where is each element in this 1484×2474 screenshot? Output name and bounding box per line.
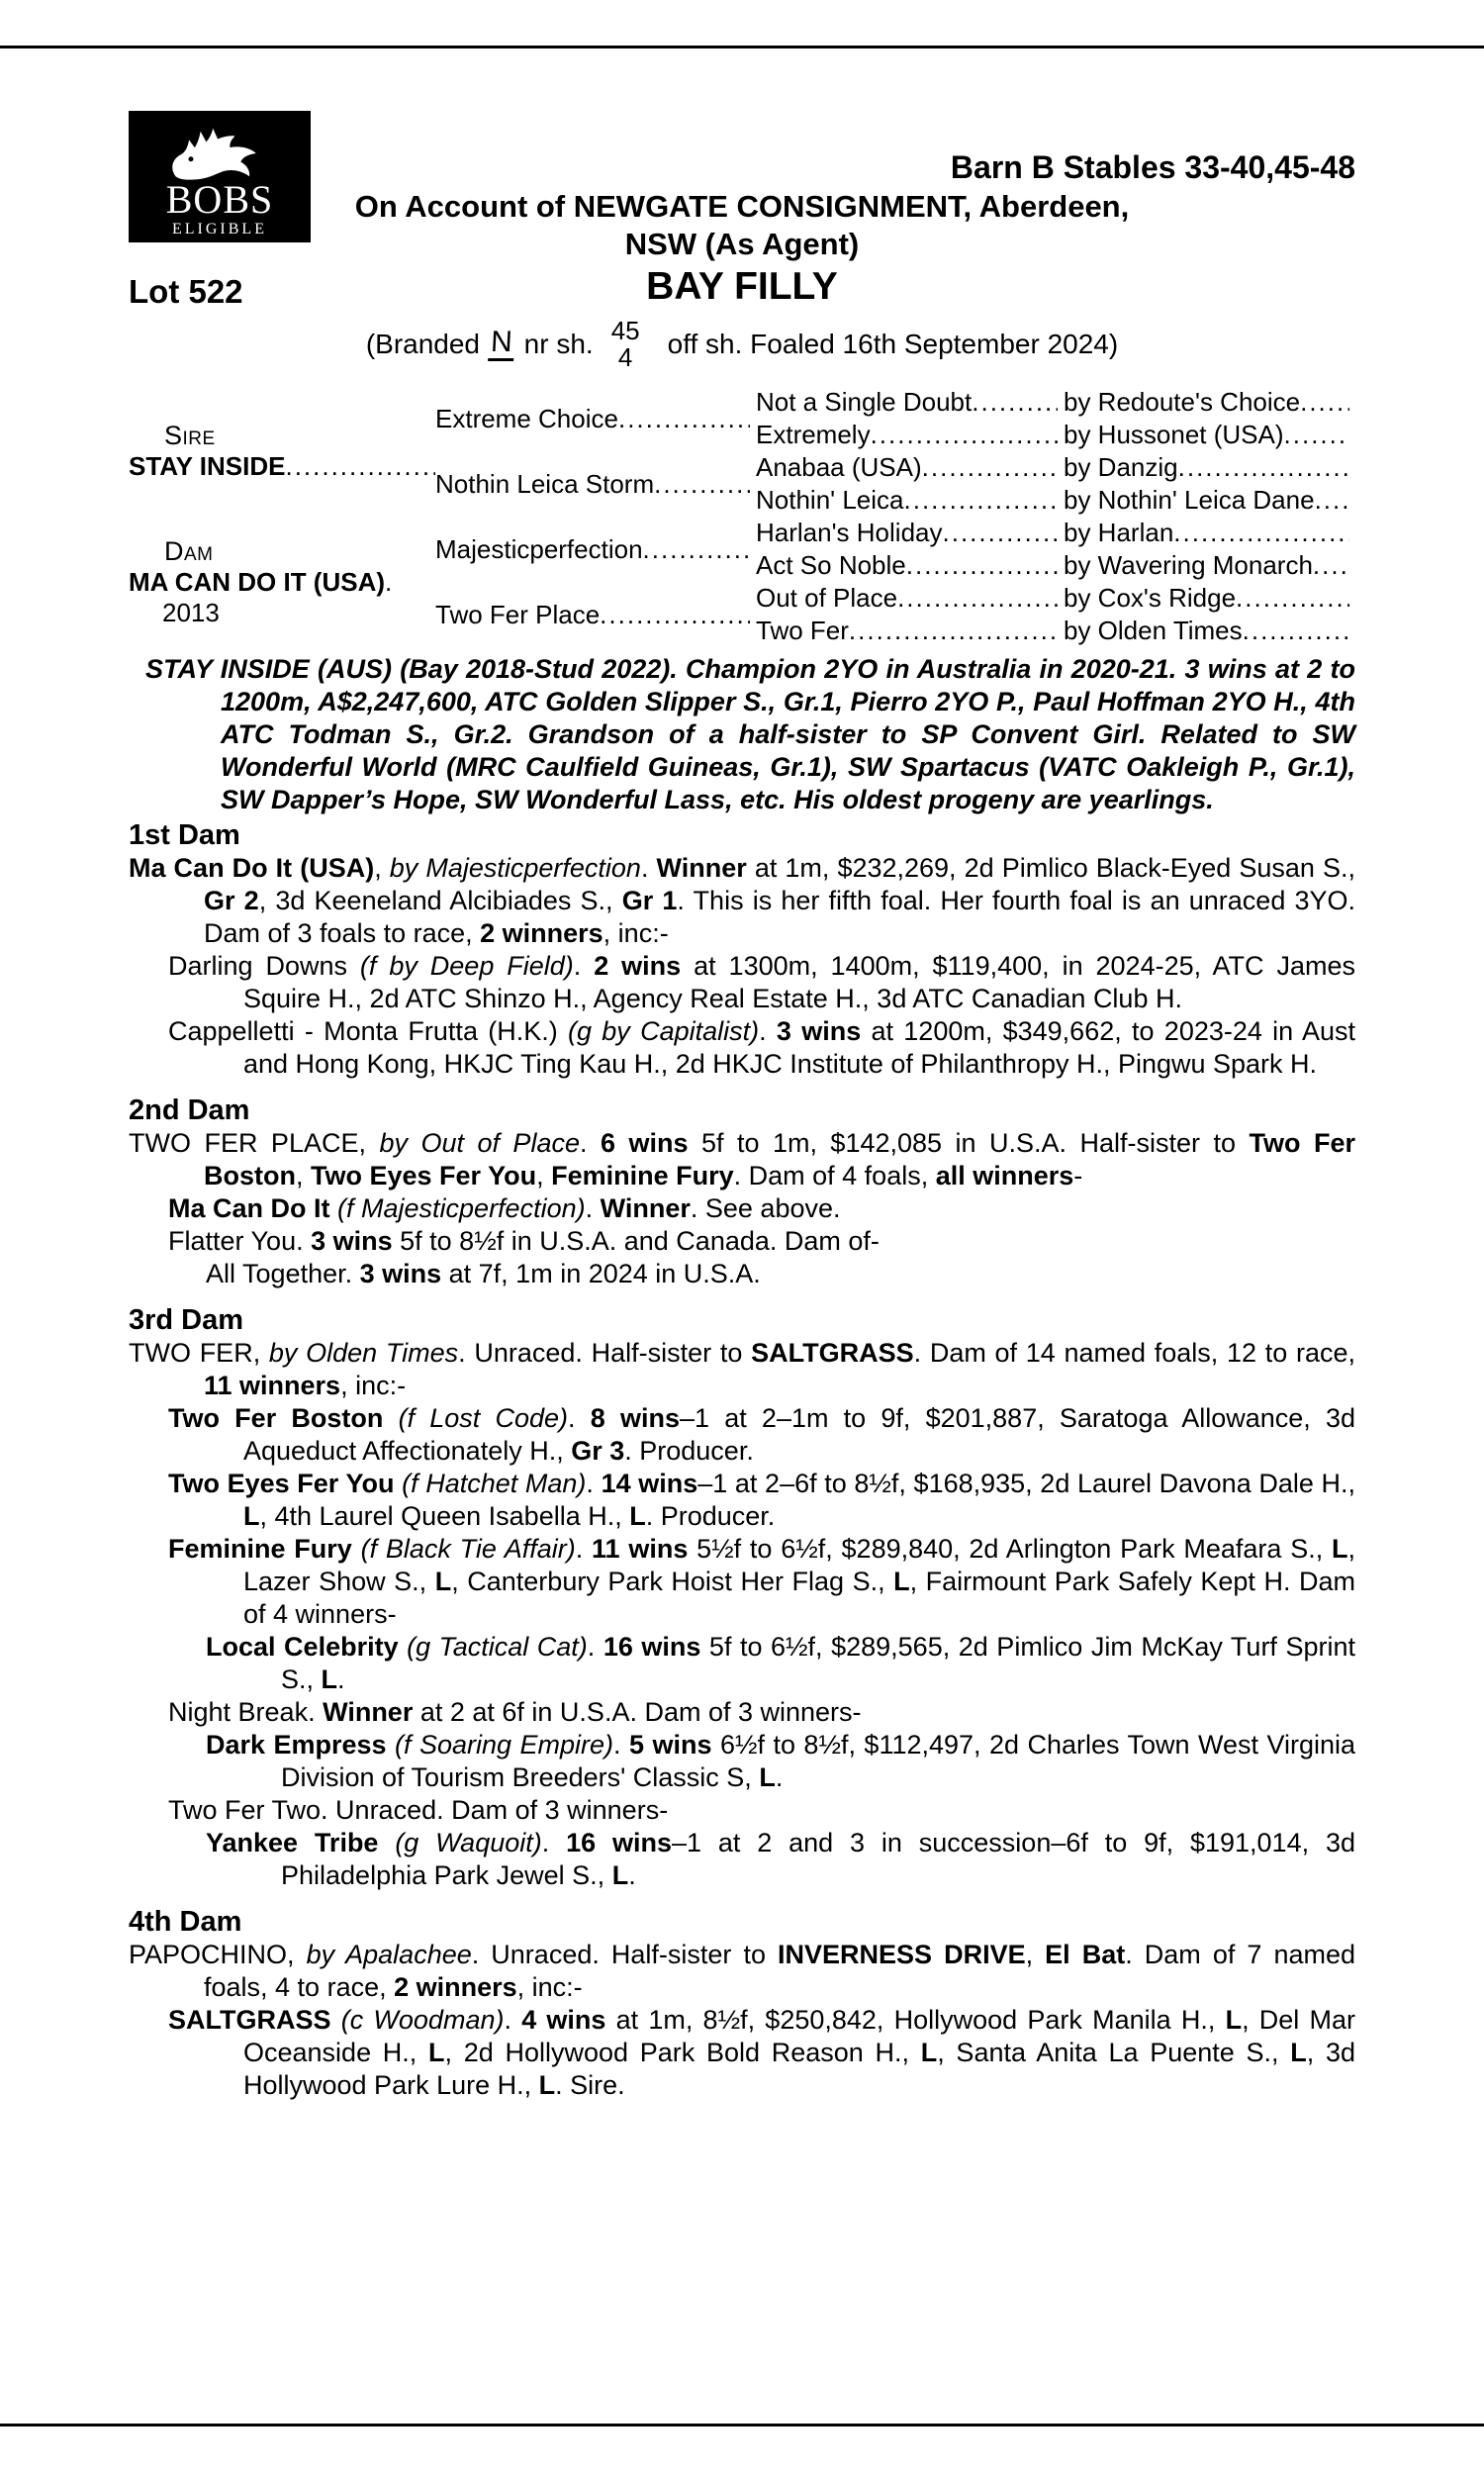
horse-name: Extreme Choice xyxy=(435,403,618,433)
gen3-horse xyxy=(756,484,1064,517)
text-segment: , Santa Anita La Puente S., xyxy=(937,2038,1291,2067)
sire-cell xyxy=(129,386,435,517)
horse-name: by Wavering Monarch xyxy=(1064,550,1313,580)
horse-name: by Olden Times xyxy=(1064,616,1243,645)
text-segment: . xyxy=(573,951,595,981)
gen4-sire xyxy=(1064,549,1355,582)
dot-leader xyxy=(600,600,750,630)
text-segment: , Fairmount Park Safely Kept H. Dam of 4 winners- xyxy=(243,1567,1355,1629)
text-segment: at 2 at 6f in U.S.A. Dam of 3 winners- xyxy=(413,1697,862,1727)
text-segment: Two Eyes Fer You xyxy=(168,1469,403,1498)
dam-name-period: . xyxy=(385,566,393,597)
text-segment: , xyxy=(374,853,390,883)
text-segment: 5½f to 6½f, $289,840, 2d Arlington Park Meafara S., xyxy=(688,1534,1332,1564)
sire-label: Sire xyxy=(164,421,216,450)
text-segment: . xyxy=(759,1016,777,1046)
text-segment: . xyxy=(613,1730,629,1760)
gen4-sire xyxy=(1064,386,1355,419)
text-segment: , xyxy=(295,1161,311,1190)
branded-prefix: (Branded xyxy=(365,329,480,359)
text-segment: SALTGRASS xyxy=(751,1338,914,1368)
dot-leader xyxy=(1236,583,1349,614)
pedigree-paragraph xyxy=(168,2004,1355,2102)
text-segment: L xyxy=(629,1501,646,1531)
text-segment: Night Break. xyxy=(168,1697,324,1727)
dot-leader xyxy=(643,534,750,565)
pedigree-paragraph xyxy=(168,1794,1355,1827)
text-segment: 2 wins xyxy=(594,951,682,981)
text-segment: . xyxy=(628,1860,636,1890)
horse-name: by Hussonet (USA) xyxy=(1064,420,1284,449)
text-segment: 5f to 1m, $142,085 in U.S.A. Half-sister to xyxy=(688,1128,1250,1158)
text-segment: . Dam of 4 foals, xyxy=(733,1161,936,1190)
text-segment: by Out of Place xyxy=(379,1128,580,1158)
horse-name: by Nothin' Leica Dane xyxy=(1064,485,1315,515)
text-segment: , xyxy=(536,1161,552,1190)
text-segment: –1 at 2 and 3 in succession–6f to 9f, $191,014, 3d Philadelphia Park Jewel S., xyxy=(281,1828,1355,1890)
gen4-sire xyxy=(1064,451,1355,484)
text-segment: . xyxy=(775,1762,784,1792)
text-segment: Feminine Fury xyxy=(168,1534,361,1564)
text-segment: 2 winners xyxy=(394,1972,517,2002)
dot-leader xyxy=(906,550,1058,581)
text-segment: Dark Empress xyxy=(206,1730,396,1760)
text-segment: . xyxy=(541,1828,567,1857)
section-heading: 1st Dam xyxy=(129,819,240,851)
pedigree-paragraph xyxy=(168,1402,1355,1468)
text-segment: (g by Capitalist) xyxy=(568,1016,760,1046)
text-segment: L xyxy=(538,2070,556,2100)
gen3-horse xyxy=(756,549,1064,582)
pedigree-paragraph xyxy=(168,950,1355,1015)
text-segment: L xyxy=(321,1665,338,1694)
text-segment: 2 winners xyxy=(480,918,603,948)
text-segment: , Canterbury Park Hoist Her Flag S., xyxy=(451,1567,894,1596)
text-segment: L xyxy=(428,2038,445,2067)
pedigree-paragraph xyxy=(129,852,1355,950)
text-segment: Winner xyxy=(323,1697,414,1727)
gen3-horse xyxy=(756,419,1064,451)
consignor-line-2: NSW (As Agent) xyxy=(624,227,860,261)
brand-number-top: 45 xyxy=(610,316,640,345)
gen3-horse xyxy=(756,615,1064,647)
text-segment: (f Lost Code) xyxy=(398,1403,569,1433)
dot-leader xyxy=(897,583,1058,614)
text-segment: 16 wins xyxy=(603,1632,701,1662)
text-segment: 14 wins xyxy=(601,1469,698,1498)
gen4-sire xyxy=(1064,517,1355,549)
pedigree-paragraph xyxy=(168,1015,1355,1081)
text-segment: SALTGRASS xyxy=(168,2005,341,2035)
pedigree-paragraph xyxy=(129,1939,1355,2004)
text-segment: , 2d Hollywood Park Bold Reason H., xyxy=(444,2038,921,2067)
dot-leader xyxy=(871,420,1058,450)
text-segment: 8 wins xyxy=(590,1403,680,1433)
sire-name: STAY INSIDE xyxy=(129,451,286,481)
horse-name: Nothin Leica Storm xyxy=(435,468,655,499)
gen2-horse xyxy=(435,386,756,451)
text-segment: Two Fer Boston xyxy=(204,1128,1355,1190)
text-segment: All Together. xyxy=(206,1259,360,1288)
branded-suffix: off sh. Foaled 16th September 2024) xyxy=(667,329,1119,359)
lot-number: Lot 522 xyxy=(129,273,243,310)
dam-year: 2013 xyxy=(162,597,220,627)
text-segment: PAPOCHINO, xyxy=(129,1940,307,1969)
brand-mark-icon: N xyxy=(488,328,514,361)
gen3-horse xyxy=(756,517,1064,549)
dot-leader xyxy=(1178,452,1349,483)
pedigree-paragraph xyxy=(168,1192,1355,1225)
horse-name: Not a Single Doubt xyxy=(756,387,973,417)
dam-section xyxy=(129,1304,1355,1892)
text-segment: Feminine Fury xyxy=(551,1161,734,1190)
pedigree-paragraph xyxy=(168,1533,1355,1631)
text-segment: , 3d Hollywood Park Lure H., xyxy=(243,2038,1355,2100)
text-segment: L xyxy=(1331,1534,1348,1564)
horse-name: Act So Noble xyxy=(756,550,906,580)
text-segment: Local Celebrity xyxy=(206,1632,408,1662)
text-segment: . xyxy=(575,1534,592,1564)
pedigree-paragraph xyxy=(168,1696,1355,1729)
text-segment: L xyxy=(893,1567,910,1596)
text-segment: 16 wins xyxy=(566,1828,672,1857)
text-segment: . xyxy=(640,853,657,883)
text-segment: (f Majesticperfection) xyxy=(337,1193,586,1223)
text-segment: at 1200m, $349,662, to 2023-24 in Aust and Hong Kong, HKJC Ting Kau H., 2d HKJC Institute of Philanthropy H., Pingwu Spark H. xyxy=(243,1016,1355,1079)
pedigree-paragraph xyxy=(206,1827,1355,1892)
text-segment: 3 wins xyxy=(311,1226,393,1256)
text-segment: . xyxy=(504,2005,522,2035)
text-segment: L xyxy=(434,1567,452,1596)
gen2-horse xyxy=(435,451,756,517)
dot-leader xyxy=(654,469,750,500)
horse-name: Harlan's Holiday xyxy=(756,518,943,547)
dot-leader xyxy=(1284,420,1349,450)
text-segment: 5 wins xyxy=(629,1730,712,1760)
logo-name: BOBS xyxy=(165,177,274,222)
logo-subtitle: ELIGIBLE xyxy=(172,221,267,238)
text-segment: 6 wins xyxy=(600,1128,689,1158)
gen3-horse xyxy=(756,386,1064,419)
horse-name: by Danzig xyxy=(1064,452,1178,482)
section-heading: 4th Dam xyxy=(129,1906,242,1938)
gen4-sire xyxy=(1064,484,1355,517)
text-segment: L xyxy=(243,1501,260,1531)
gen4-sire xyxy=(1064,615,1355,647)
text-segment: Ma Can Do It xyxy=(168,1193,338,1223)
branded-line xyxy=(129,313,1355,376)
gen3-horse xyxy=(756,451,1064,484)
dot-leader xyxy=(1243,616,1349,646)
text-segment: , inc:- xyxy=(340,1371,407,1400)
text-segment: Ma Can Do It (USA) xyxy=(129,853,375,883)
text-segment: . Producer. xyxy=(624,1436,754,1466)
text-segment: 11 winners xyxy=(204,1371,341,1400)
sire-name-row xyxy=(129,451,435,482)
text-segment: . This is her fifth foal. Her fourth foal is an unraced 3YO. Dam of 3 foals to race, xyxy=(204,886,1356,948)
text-segment: L xyxy=(920,2038,938,2067)
text-segment: Flatter You. xyxy=(168,1226,312,1256)
text-segment: TWO FER, xyxy=(129,1338,269,1368)
text-segment: - xyxy=(1073,1161,1083,1190)
horse-name: Nothin' Leica xyxy=(756,485,904,515)
dam-name-row xyxy=(129,567,435,598)
text-segment: L xyxy=(759,1762,776,1792)
dam-section xyxy=(129,819,1355,1081)
horse-name: Out of Place xyxy=(756,583,898,613)
text-segment: , inc:- xyxy=(516,1972,583,2002)
text-segment: all winners xyxy=(935,1161,1074,1190)
text-segment: by Apalachee xyxy=(306,1940,472,1969)
text-segment: El Bat xyxy=(1045,1940,1126,1969)
horse-name: Extremely xyxy=(756,420,871,449)
brand-number xyxy=(611,318,640,371)
gen4-sire xyxy=(1064,582,1355,615)
text-segment: Yankee Tribe xyxy=(206,1828,396,1857)
dot-leader xyxy=(972,387,1058,418)
text-segment: –1 at 2–1m to 9f, $201,887, Saratoga Allowance, 3d Aqueduct Affectionately H., xyxy=(243,1403,1355,1466)
text-segment: Winner xyxy=(600,1193,691,1223)
text-segment: . xyxy=(337,1665,345,1694)
gen2-horse xyxy=(435,517,756,582)
text-segment: at 1m, 8½f, $250,842, Hollywood Park Manila H., xyxy=(605,2005,1226,2035)
dam-name: MA CAN DO IT (USA) xyxy=(129,566,386,597)
pedigree-paragraph xyxy=(168,1468,1355,1533)
text-segment: L xyxy=(611,1860,629,1890)
text-segment: (g Tactical Cat) xyxy=(407,1632,588,1662)
text-segment: Two Fer Two. Unraced. Dam of 3 winners- xyxy=(168,1795,669,1825)
text-segment: (f Hatchet Man) xyxy=(402,1469,587,1498)
dot-leader xyxy=(849,616,1058,646)
text-segment: 4 wins xyxy=(521,2005,606,2035)
pedigree-table xyxy=(129,386,1355,647)
text-segment: , Lazer Show S., xyxy=(243,1534,1355,1596)
sire-summary xyxy=(145,653,1355,816)
text-segment: . Unraced. Half-sister to xyxy=(471,1940,779,1969)
pedigree-paragraph xyxy=(206,1729,1355,1794)
text-segment: . xyxy=(568,1403,591,1433)
dot-leader xyxy=(285,451,435,482)
page-title: BAY FILLY xyxy=(646,265,838,308)
text-segment: . xyxy=(585,1193,601,1223)
section-heading: 2nd Dam xyxy=(129,1094,250,1126)
text-segment: . Unraced. Half-sister to xyxy=(458,1338,752,1368)
dot-leader xyxy=(1300,387,1349,418)
text-segment: (g Waquoit) xyxy=(395,1828,542,1857)
text-segment: . See above. xyxy=(690,1193,841,1223)
top-rule xyxy=(0,46,1484,48)
text-segment: Cappelletti - Monta Frutta (H.K.) xyxy=(168,1016,568,1046)
text-segment: Darling Downs xyxy=(168,951,360,981)
pedigree-paragraph xyxy=(168,1225,1355,1258)
text-segment: (c Woodman) xyxy=(340,2005,505,2035)
text-segment: (f by Deep Field) xyxy=(359,951,574,981)
text-segment: 3 wins xyxy=(359,1259,442,1288)
text-segment: . Dam of 7 named foals, 4 to race, xyxy=(204,1940,1356,2002)
text-segment: at 7f, 1m in 2024 in U.S.A. xyxy=(441,1259,761,1288)
gen3-horse xyxy=(756,582,1064,615)
horse-name: by Cox's Ridge xyxy=(1064,583,1237,613)
dot-leader xyxy=(1313,550,1349,581)
gen4-sire xyxy=(1064,419,1355,451)
text-segment: Winner xyxy=(656,853,747,883)
text-segment: Two Eyes Fer You xyxy=(311,1161,537,1190)
text-segment: , xyxy=(1025,1940,1046,1969)
text-segment: , Del Mar Oceanside H., xyxy=(243,2005,1355,2067)
horse-name: by Redoute's Choice xyxy=(1064,387,1301,417)
horse-name: Majesticperfection xyxy=(435,533,643,564)
brand-number-bottom: 4 xyxy=(617,342,633,372)
horse-name: Two Fer xyxy=(756,616,849,645)
text-segment: –1 at 2–6f to 8½f, $168,935, 2d Laurel Davona Dale H., xyxy=(697,1469,1356,1498)
dot-leader xyxy=(922,452,1058,483)
text-segment: . Dam of 14 named foals, 12 to race, xyxy=(913,1338,1356,1368)
consignor-line-1: On Account of NEWGATE CONSIGNMENT, Aberdeen, xyxy=(354,189,1130,224)
text-segment: . xyxy=(586,1469,602,1498)
text-segment: , 4th Laurel Queen Isabella H., xyxy=(259,1501,630,1531)
text-segment: (f Black Tie Affair) xyxy=(360,1534,576,1564)
text-segment: by Olden Times xyxy=(268,1338,459,1368)
text-segment: . xyxy=(579,1128,601,1158)
text-segment: at 1300m, 1400m, $119,400, in 2024-25, ATC James Squire H., 2d ATC Shinzo H., Agency Real Estate H., 3d ATC Canadian Club H. xyxy=(243,951,1355,1013)
horse-name: Two Fer Place xyxy=(435,599,601,629)
text-segment: L xyxy=(1225,2005,1243,2035)
text-segment: , 3d Keeneland Alcibiades S., xyxy=(258,886,622,915)
text-segment: (f Soaring Empire) xyxy=(395,1730,614,1760)
pedigree-paragraph xyxy=(129,1127,1355,1192)
text-segment: L xyxy=(1290,2038,1307,2067)
text-segment: TWO FER PLACE, xyxy=(129,1128,380,1158)
text-segment: Gr 1 xyxy=(621,886,678,915)
text-segment: 11 wins xyxy=(592,1534,689,1564)
text-segment: Gr 2 xyxy=(204,886,259,915)
text-segment: , inc:- xyxy=(603,918,669,948)
dam-label: Dam xyxy=(164,535,214,566)
pedigree-text xyxy=(129,653,1355,2102)
text-segment: 5f to 6½f, $289,565, 2d Pimlico Jim McKay Turf Sprint S., xyxy=(281,1632,1355,1694)
dot-leader xyxy=(904,485,1059,516)
dam-cell xyxy=(129,517,435,647)
section-heading: 3rd Dam xyxy=(129,1304,244,1336)
pedigree-paragraph xyxy=(206,1258,1355,1290)
text-segment: 6½f to 8½f, $112,497, 2d Charles Town West Virginia Division of Tourism Breeders' Classic S, xyxy=(281,1730,1356,1792)
dot-leader xyxy=(1315,485,1349,516)
dam-section xyxy=(129,1094,1355,1290)
horse-name: Anabaa (USA) xyxy=(756,452,922,482)
text-segment: STAY INSIDE (AUS) (Bay 2018-Stud 2022). Champion 2YO in Australia in 2020-21. 3 wins at 2 to 1200m, A$2,247,600, ATC Golden Slipper S., Gr.1, Pierro 2YO P., Paul Hoffman 2YO H., 4th ATC Todman S., Gr.2. Grandson of a half-sister to SP Convent Girl. Related to SW Wonderful World (MRC Caulfield Guineas, Gr.1), SW Spartacus (VATC Oakleigh P., Gr.1), SW Dapper’s Hope, SW Wonderful Lass, etc. His oldest progeny are yearlings. xyxy=(145,654,1355,814)
branded-mid: nr sh. xyxy=(523,329,594,359)
pedigree-paragraph xyxy=(129,1337,1355,1402)
dot-leader xyxy=(943,518,1059,548)
pedigree-paragraph xyxy=(206,1631,1355,1696)
dam-section xyxy=(129,1906,1355,2102)
dot-leader xyxy=(1173,518,1349,548)
text-segment: Two Fer Boston xyxy=(168,1403,399,1433)
text-segment: Gr 3 xyxy=(571,1436,625,1466)
text-segment: . xyxy=(587,1632,603,1662)
horse-name: by Harlan xyxy=(1064,518,1174,547)
barn-location: Barn B Stables 33-40,45-48 xyxy=(950,149,1355,185)
text-segment: by Majesticperfection xyxy=(389,853,641,883)
dot-leader xyxy=(618,404,750,434)
text-segment: at 1m, $232,269, 2d Pimlico Black-Eyed Susan S., xyxy=(746,853,1355,883)
text-segment: . Sire. xyxy=(555,2070,625,2100)
text-segment: 3 wins xyxy=(776,1016,862,1046)
dam-sections xyxy=(129,819,1355,2102)
gen2-horse xyxy=(435,582,756,647)
text-segment: . Producer. xyxy=(645,1501,776,1531)
text-segment: INVERNESS DRIVE xyxy=(778,1940,1026,1969)
bottom-rule xyxy=(0,2424,1484,2426)
text-segment: 5f to 8½f in U.S.A. and Canada. Dam of- xyxy=(392,1226,880,1256)
